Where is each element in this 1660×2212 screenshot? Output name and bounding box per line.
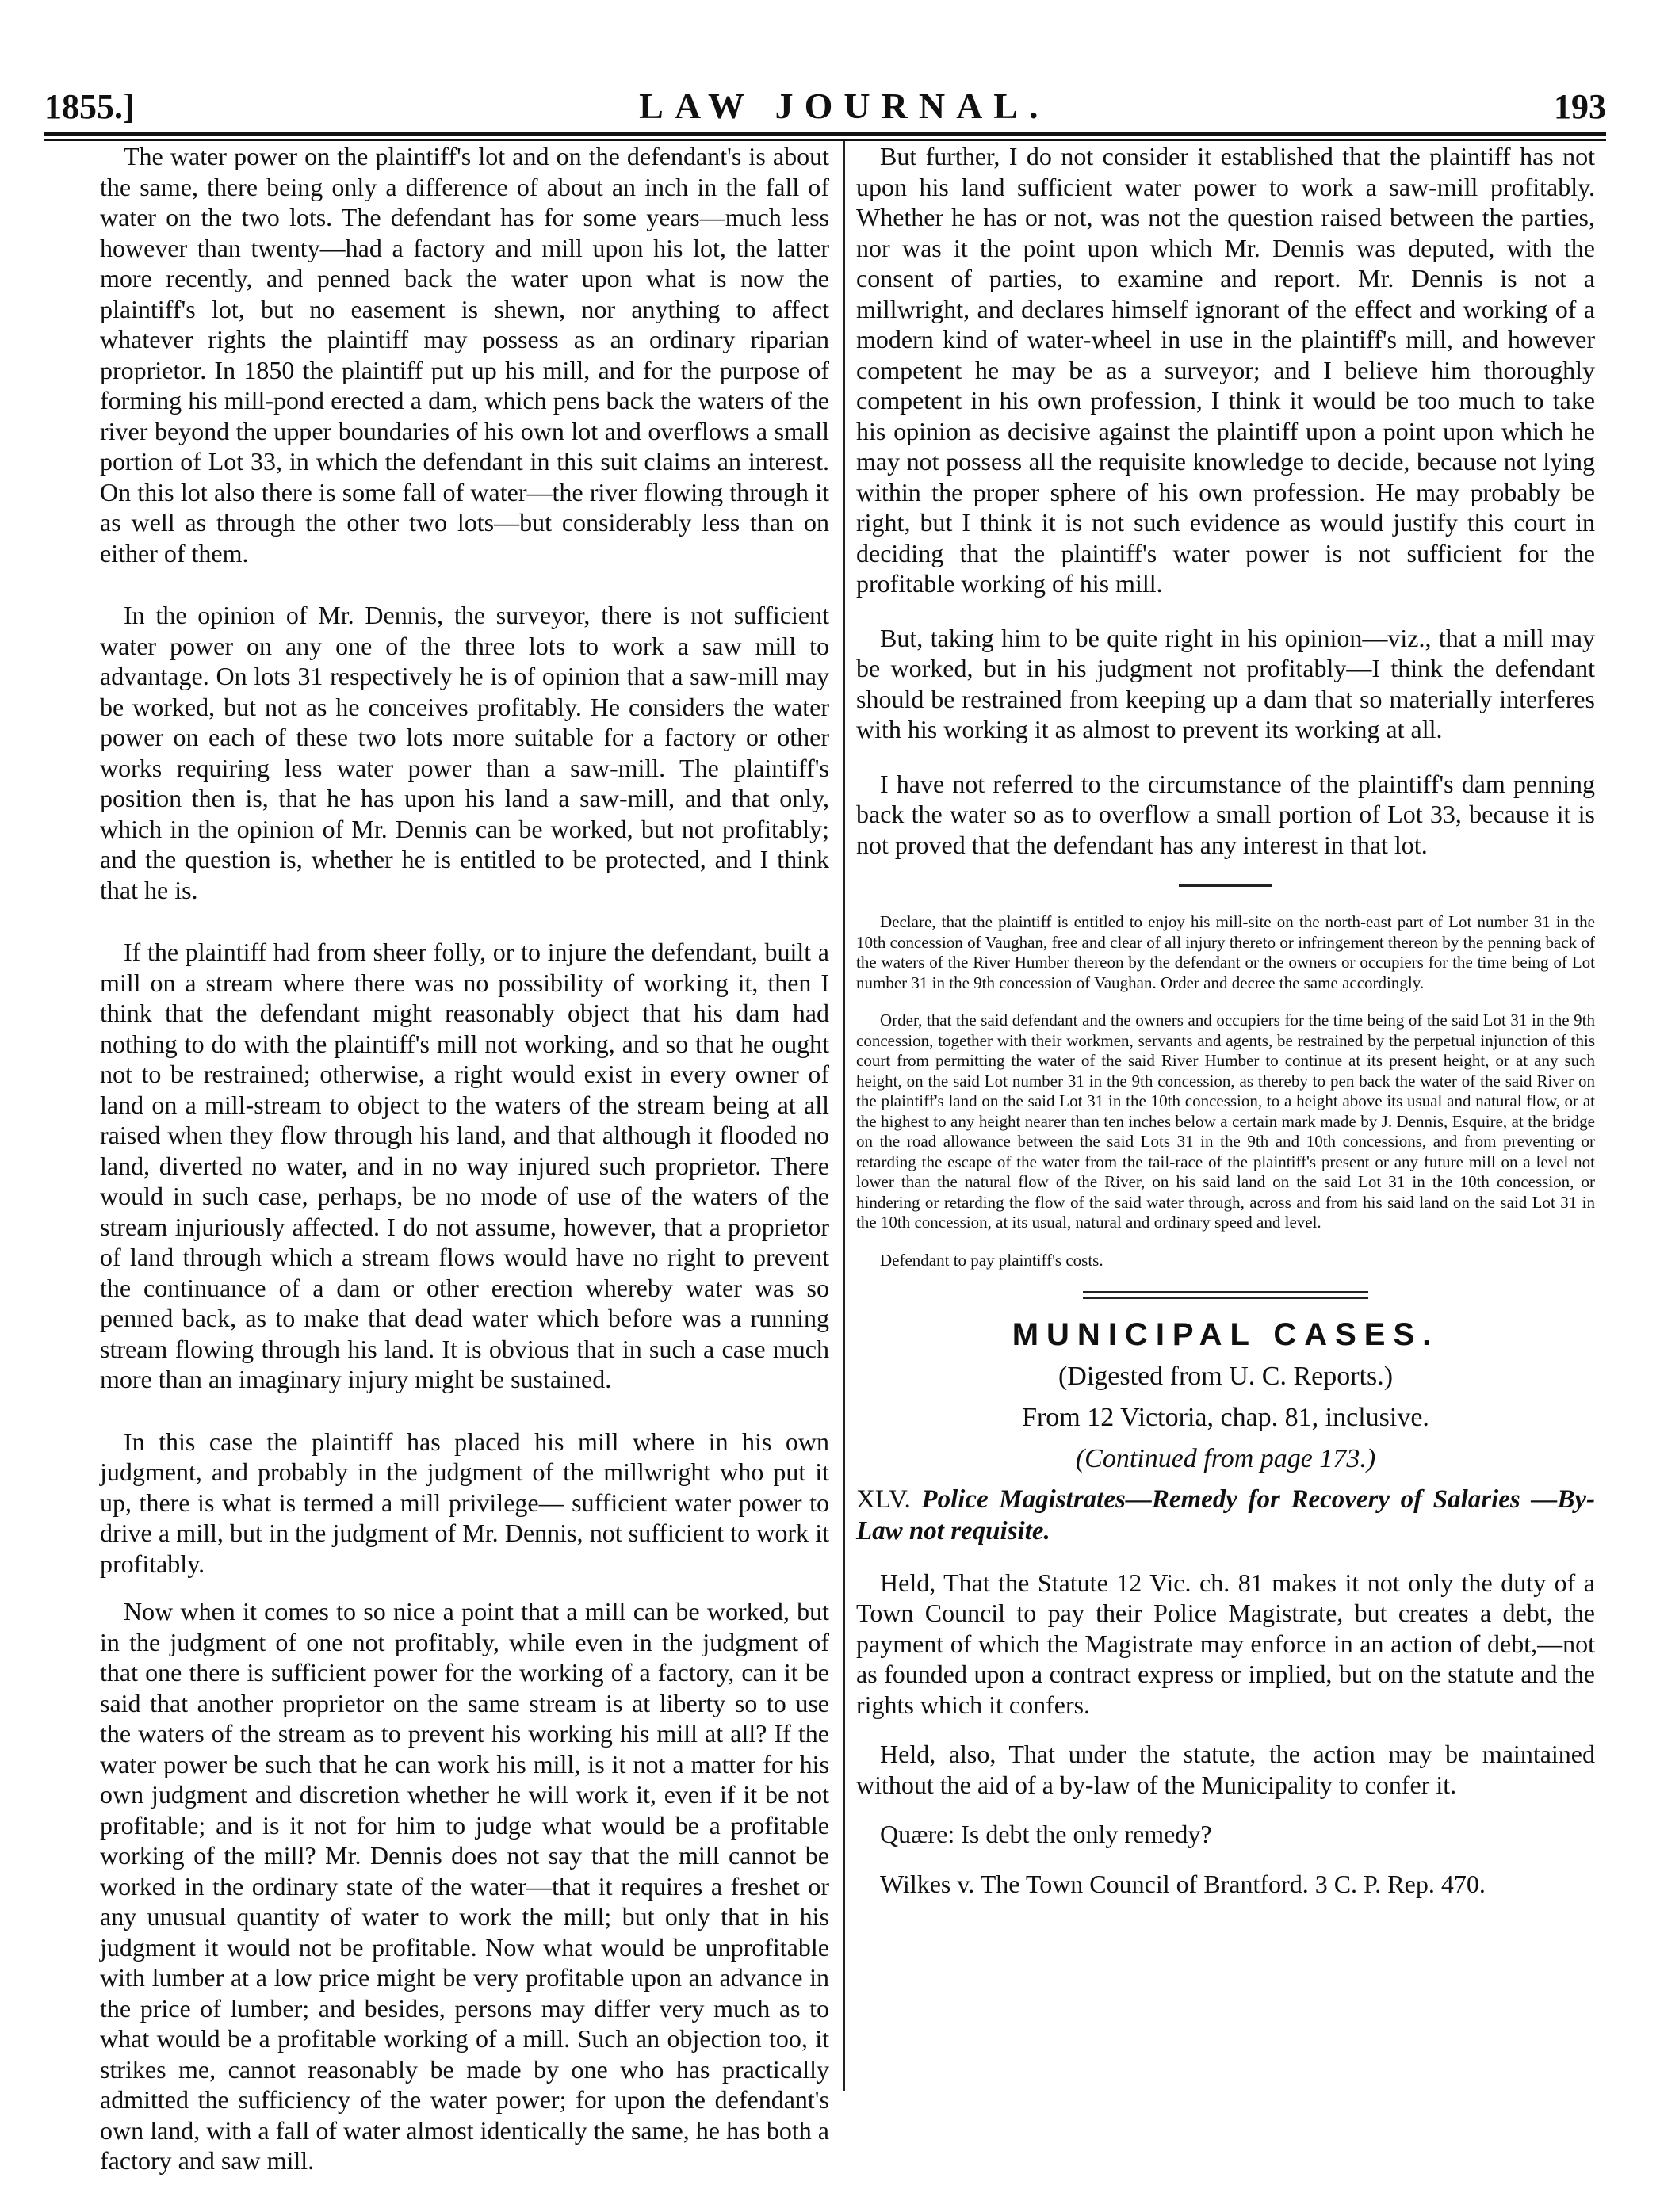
- paragraph: But further, I do not consider it established that the plaintiff has not upon his land sufficient water power to work a saw-mill profitably. Whether he has or not, was not the question raised between the parties, nor was it the point upon which Mr. Dennis was deputed, with the consent of parties, to examine and report. Mr. Dennis is not a millwright, and declares himself ignorant of the effect and working of a modern kind of water-wheel in use in the plaintiff's mill, and however competent he may be as a surveyor; and I believe him thoroughly competent in his own profession, I think it would be too much to take his opinion as decisive against the plaintiff upon a point upon which he may not possess all the requisite knowledge to decide, because not lying within the proper sphere of his own profession. He may probably be right, but I think it is not such evidence as would justify this court in deciding that the plaintiff's water power is not sufficient for the profitable working of his mill.: [856, 142, 1595, 598]
- paragraph: But, taking him to be quite right in his opinion—viz., that a mill may be worked, but in his judgment not profitably—I think the defendant should be restrained from keeping up a dam that so materially interferes with his working it as almost to prevent its working at all.: [856, 623, 1595, 743]
- decree-paragraph: Declare, that the plaintiff is entitled to enjoy his mill-site on the north-east part of Lot number 31 in the 10th concession of Vaughan, free and clear of all injury thereto or infringement thereon by the penning back of the waters of the River Humber thereon by the defendant or the owners or occupiers for the time being of Lot number 31 in the 9th concession of Vaughan. Order and decree the same accordingly.: [856, 912, 1595, 992]
- header-page-number: 193: [1554, 87, 1606, 126]
- case-number: XLV.: [856, 1484, 911, 1514]
- case-heading: [856, 1484, 1595, 1547]
- paragraph: In the opinion of Mr. Dennis, the surveyor, there is not sufficient water power on any one of the three lots to work a saw mill to advantage. On lots 31 respectively he is of opinion that a saw-mill may be worked, but not as he conceives profitably. He considers the water power on each of these two lots more suitable for a factory or other works requiring less water power than a saw-mill. The plaintiff's position then is, that he has upon his land a saw-mill, and that only, which in the opinion of Mr. Dennis can be worked, but not profitably; and the question is, whether he is entitled to be protected, and I think that he is.: [100, 601, 829, 904]
- header-title: LAW JOURNAL.: [639, 86, 1050, 126]
- header-year: 1855.]: [44, 87, 135, 126]
- held-paragraph: Held, That the Statute 12 Vic. ch. 81 makes it not only the duty of a Town Council to pay their Police Magistrate, but creates a debt, the payment of which the Magistrate may enforce in an action of debt,—not as founded upon a contract express or implied, but on the statute and the rights which it confers.: [856, 1568, 1595, 1719]
- digest-subtitle: (Digested from U. C. Reports.): [1058, 1361, 1394, 1391]
- paragraph: I have not referred to the circumstance of the plaintiff's dam penning back the water so as to overflow a small portion of Lot 33, because it is not proved that the defendant has any interest in that lot.: [856, 769, 1595, 859]
- column-divider: [843, 141, 845, 2091]
- section-rule: [1179, 884, 1272, 887]
- paragraph: If the plaintiff had from sheer folly, or to injure the defendant, built a mill on a stream where there was no possibility of working it, then I think that the defendant might reasonably object that his dam had nothing to do with the plaintiff's mill not working, and so that he ought not to be restrained; otherwise, a right would exist in every owner of land on a mill-stream to object to the waters of the stream being at all raised when they flow through his land, and that although it flooded no land, diverted no water, and in no way injured such proprietor. There would in such case, perhaps, be no mode of use of the waters of the stream injuriously affected. I do not assume, however, that a proprietor of land through which a stream flows would have no right to prevent the continuance of a dam or other erection whereby water was so penned back, as to make that dead water which before was a running stream flowing through his land. It is obvious that in such a case much more than an imaginary injury might be sustained.: [100, 938, 829, 1393]
- right-column: [856, 141, 1595, 1918]
- order-paragraph: Order, that the said defendant and the owners and occupiers for the time being of the said Lot 31 in the 9th concession, together with their workmen, servants and agents, be restrained by the perpetual injunction of this court from permitting the water of the said River Humber to continue at its present height, or at any such height, on the said Lot number 31 in the 9th concession, as thereby to pen back the water of the said River on the plaintiff's land on the said Lot 31 in the 10th concession, to a height above its usual and natural flow, or at the highest to any height nearer than ten inches below a certain mark made by J. Dennis, Esquire, at the bridge on the road allowance between the said Lots 31 in the 9th and 10th concessions, and from preventing or retarding the escape of the water from the tail-race of the plaintiff's present or any future mill on a level not lower than the natural flow of the River, on his said land on the said Lot 31 in the 10th concession, or hindering or retarding the flow of the said water through, across and from his said land on the said Lot 31 in the 10th concession, at its usual, natural and ordinary speed and level.: [856, 1010, 1595, 1232]
- paragraph: In this case the plaintiff has placed his mill where in his own judgment, and probably in the judgment of the millwright who put it up, there is what is termed a mill privilege— sufficient water power to drive a mill, but in the judgment of Mr. Dennis, not sufficient to work it profitably.: [100, 1427, 829, 1578]
- quaere-line: Quære: Is debt the only remedy?: [880, 1820, 1212, 1848]
- section-double-rule: [1083, 1291, 1368, 1299]
- case-title: Police Magistrates—Remedy for Recovery of Salaries —By-Law not requisite.: [856, 1484, 1596, 1545]
- statute-subtitle: From 12 Victoria, chap. 81, inclusive.: [1022, 1402, 1429, 1432]
- paragraph: The water power on the plaintiff's lot and on the defendant's is about the same, there being only a difference of about an inch in the fall of water on the two lots. The defendant has for some years—much less however than twenty—had a factory and mill upon his lot, the latter more recently, and penned back the water upon what is now the plaintiff's lot, but no easement is shewn, nor anything to affect whatever rights the plaintiff may possess as an ordinary riparian proprietor. In 1850 the plaintiff put up his mill, and for the purpose of forming his mill-pond erected a dam, which pens back the waters of the river beyond the upper boundaries of his own lot and overflows a small portion of Lot 33, in which the defendant in this suit claims an interest. On this lot also there is some fall of water—the river flowing through it as well as through the other two lots—but considerably less than on either of them.: [100, 142, 829, 567]
- paragraph: Now when it comes to so nice a point that a mill can be worked, but in the judgment of one not profitably, while even in the judgment of that one there is sufficient power for the working of a factory, can it be said that another proprietor on the same stream is at liberty so to use the waters of the stream as to prevent his working his mill at all? If the water power be such that he can work his mill, is it not a matter for his own judgment and discretion whether he will work it, even if it be not profitable; and is it not for him to judge what would be a profitable working of the mill? Mr. Dennis does not say that the mill cannot be worked in the ordinary state of the water—that it requires a freshet or any unusual quantity of water to work the mill; but only that in his judgment it would not be profitable. Now what would be unprofitable with lumber at a low price might be very profitable upon an advance in the price of lumber; and besides, persons may differ very much as to what would be a profitable working of a mill. Such an objection too, it strikes me, cannot reasonably be made by one who has practically admitted the sufficiency of the water power; for upon the defendant's own land, with a fall of water almost identically the same, he has both a factory and saw mill.: [100, 1597, 829, 2175]
- held-also-paragraph: Held, also, That under the statute, the action may be maintained without the aid of a by-law of the Municipality to confer it.: [856, 1740, 1595, 1799]
- continued-note: (Continued from page 173.): [1075, 1443, 1376, 1473]
- case-citation: Wilkes v. The Town Council of Brantford. 3 C. P. Rep. 470.: [880, 1869, 1486, 1898]
- section-heading: MUNICIPAL CASES.: [1012, 1317, 1440, 1352]
- costs-note: Defendant to pay plaintiff's costs.: [880, 1250, 1103, 1270]
- header-rule-thick: [44, 132, 1606, 136]
- left-column: [100, 141, 829, 2208]
- page-header: [44, 71, 1606, 127]
